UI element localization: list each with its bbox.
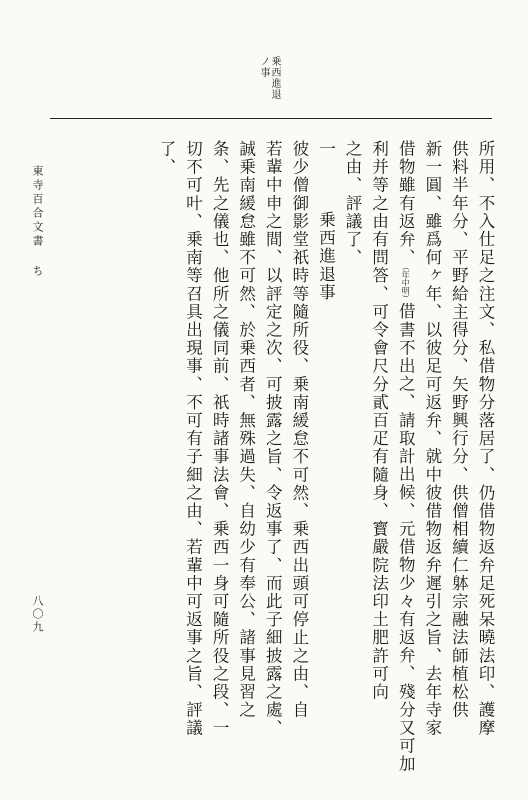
text-line: 新一圓、雖爲何ヶ年、以彼足可返弁、就中彼借物返弁遲引之旨、去年寺家 (422, 140, 442, 738)
text-line-with-annotation (392, 140, 419, 780)
text-line: 所用、不入仕足之注文、私借物分落居了、仍借物返弁足死呆曉法印、護摩 (476, 140, 495, 738)
body-text (152, 140, 498, 780)
text-segment: 借書不出之、請取計出候、元借物少々有返弁、殘分又可加 (396, 302, 416, 774)
text-line: 若輩中申之間、以評定之次、可披露之旨、令返事了、而此子細披露之處、 (263, 140, 283, 738)
running-head-line: ノ事 (258, 56, 269, 78)
heading-text: 乗西進退事 (316, 210, 336, 302)
top-rule (50, 118, 492, 119)
text-line: 条、先之儀也、他所之儀同前、祇時諸事法會、乗西一身可隨所役之段、一 (210, 140, 230, 738)
page-number: 八〇九 (31, 595, 44, 634)
section-heading (312, 140, 339, 780)
text-line: 之由、評議了、 (343, 140, 363, 267)
running-head-line: 乗西進退 (269, 56, 280, 100)
text-line: 彼少僧御影堂祇時等隨所役、乗南緩怠不可然、乗西出頭可停止之由、自 (289, 140, 309, 720)
text-line: 利并等之由有問答、可令會尺分貳百疋有隨身、寳嚴院法印土肥許可向 (369, 140, 389, 702)
text-segment: 借物雖有返弁、 (396, 140, 416, 267)
book-title: 東寺百合文書 ち (31, 165, 44, 279)
text-line: 了、 (156, 140, 176, 177)
text-line: 切不可叶、乗南等召具出現事、不可有子細之由、若輩中可返事之旨、評議 (183, 140, 203, 738)
heading-mark: 一 (316, 140, 336, 159)
interlinear-annotation: （年中明） (401, 266, 411, 303)
text-line: 誠乗南緩怠雖不可然、於乗西者、無殊過失、自幼少有奉公、諸事見習之 (236, 140, 256, 720)
text-line: 供料半年分、平野給主得分、矢野興行分、供僧相續仁躰宗融法師植松供 (449, 140, 469, 720)
running-head (258, 56, 280, 100)
